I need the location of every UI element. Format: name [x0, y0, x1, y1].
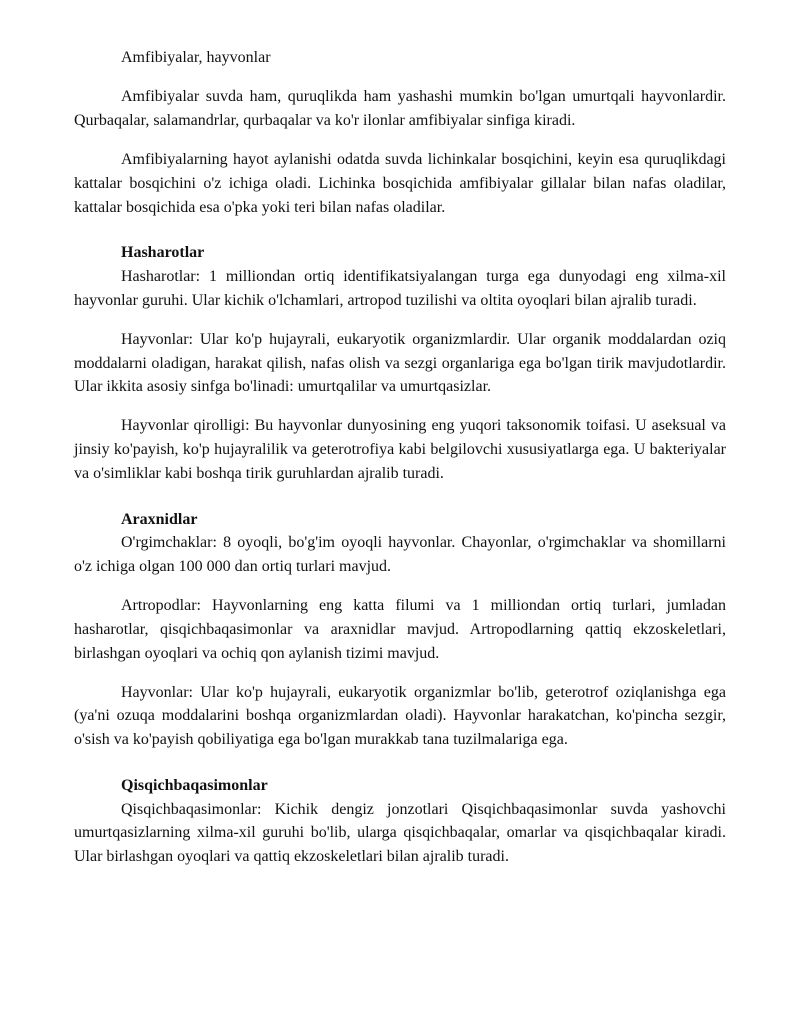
paragraph-amfibiyalar-definition: Amfibiyalar suvda ham, quruqlikda ham yashashi mumkin bo'lgan umurtqali hayvonlardir. Qurbaqalar, salamandrlar, qurbaqalar va ko'r ilonlar amfibiyalar sinfiga kiradi.	[74, 88, 726, 129]
heading-hasharotlar: Hasharotlar	[121, 244, 205, 262]
paragraph-hayvonlar-2: Hayvonlar: Ular ko'p hujayrali, eukaryotik organizmlar bo'lib, geterotrof oziqlanishga ega (ya'ni ozuqa moddalarini boshqa organizmlardan oladi). Hayvonlar harakatchan, ko'pincha sezgir, o'sish va ko'payish qobiliyatiga ega bo'lgan murakkab tana tuzilmalariga ega.	[74, 683, 726, 749]
heading-qisqichbaqasimonlar: Qisqichbaqasimonlar	[121, 776, 268, 794]
heading-araxnidlar: Araxnidlar	[121, 510, 198, 528]
paragraph-artropodlar: Artropodlar: Hayvonlarning eng katta filumi va 1 milliondan ortiq turlari, jumladan hasharotlar, qisqichbaqasimonlar va araxnidlar mavjud. Artropodlarning qattiq ekzoskeletlari, birlashgan oyoqlari va ochiq qon aylanish tizimi mavjud.	[74, 597, 726, 662]
paragraph-hayvonlar: Hayvonlar: Ular ko'p hujayrali, eukaryotik organizmlardir. Ular organik moddalardan oziq moddalarni oladigan, harakat qilish, nafas olish va sezgi organlariga ega bo'lgan tirik mavjudotlardir. Ular ikkita asosiy sinfga bo'linadi: umurtqalilar va umurtqasizlar.	[74, 330, 726, 396]
paragraph-hasharotlar: Hasharotlar: 1 milliondan ortiq identifikatsiyalangan turga ega dunyodagi eng xilma-xil hayvonlar guruhi. Ular kichik o'lchamlari, artropod tuzilishi va oltita oyoqlari bilan ajralib turadi.	[74, 267, 726, 309]
paragraph-qisqichbaqasimonlar: Qisqichbaqasimonlar: Kichik dengiz jonzotlari Qisqichbaqasimonlar suvda yashovchi umurtqasizlarning xilma-xil guruhi bo'lib, ularga qisqichbaqalar, omarlar va qisqichbaqalar kiradi. Ular birlashgan oyoqlari va qattiq ekzoskeletlari bilan ajralib turadi.	[74, 800, 726, 865]
document-title: Amfibiyalar, hayvonlar	[121, 49, 271, 66]
paragraph-orgimchaklar: O'rgimchaklar: 8 oyoqli, bo'g'im oyoqli hayvonlar. Chayonlar, o'rgimchaklar va shomillarni o'z ichiga olgan 100 000 dan ortiq turlari mavjud.	[74, 534, 726, 575]
paragraph-amfibiyalar-lifecycle: Amfibiyalarning hayot aylanishi odatda suvda lichinkalar bosqichini, keyin esa quruqlikdagi kattalar bosqichini o'z ichiga oladi. Lichinka bosqichida amfibiyalar gillalar bilan nafas oladilar, kattalar bosqichida esa o'pka yoki teri bilan nafas oladilar.	[74, 151, 726, 216]
paragraph-hayvonlar-qirolligi: Hayvonlar qirolligi: Bu hayvonlar dunyosining eng yuqori taksonomik toifasi. U aseksual va jinsiy ko'payish, ko'p hujayralilik va geterotrofiya kabi belgilovchi xususiyatlarga ega. U bakteriyalar va o'simliklar kabi boshqa tirik guruhlardan ajralib turadi.	[74, 417, 726, 482]
